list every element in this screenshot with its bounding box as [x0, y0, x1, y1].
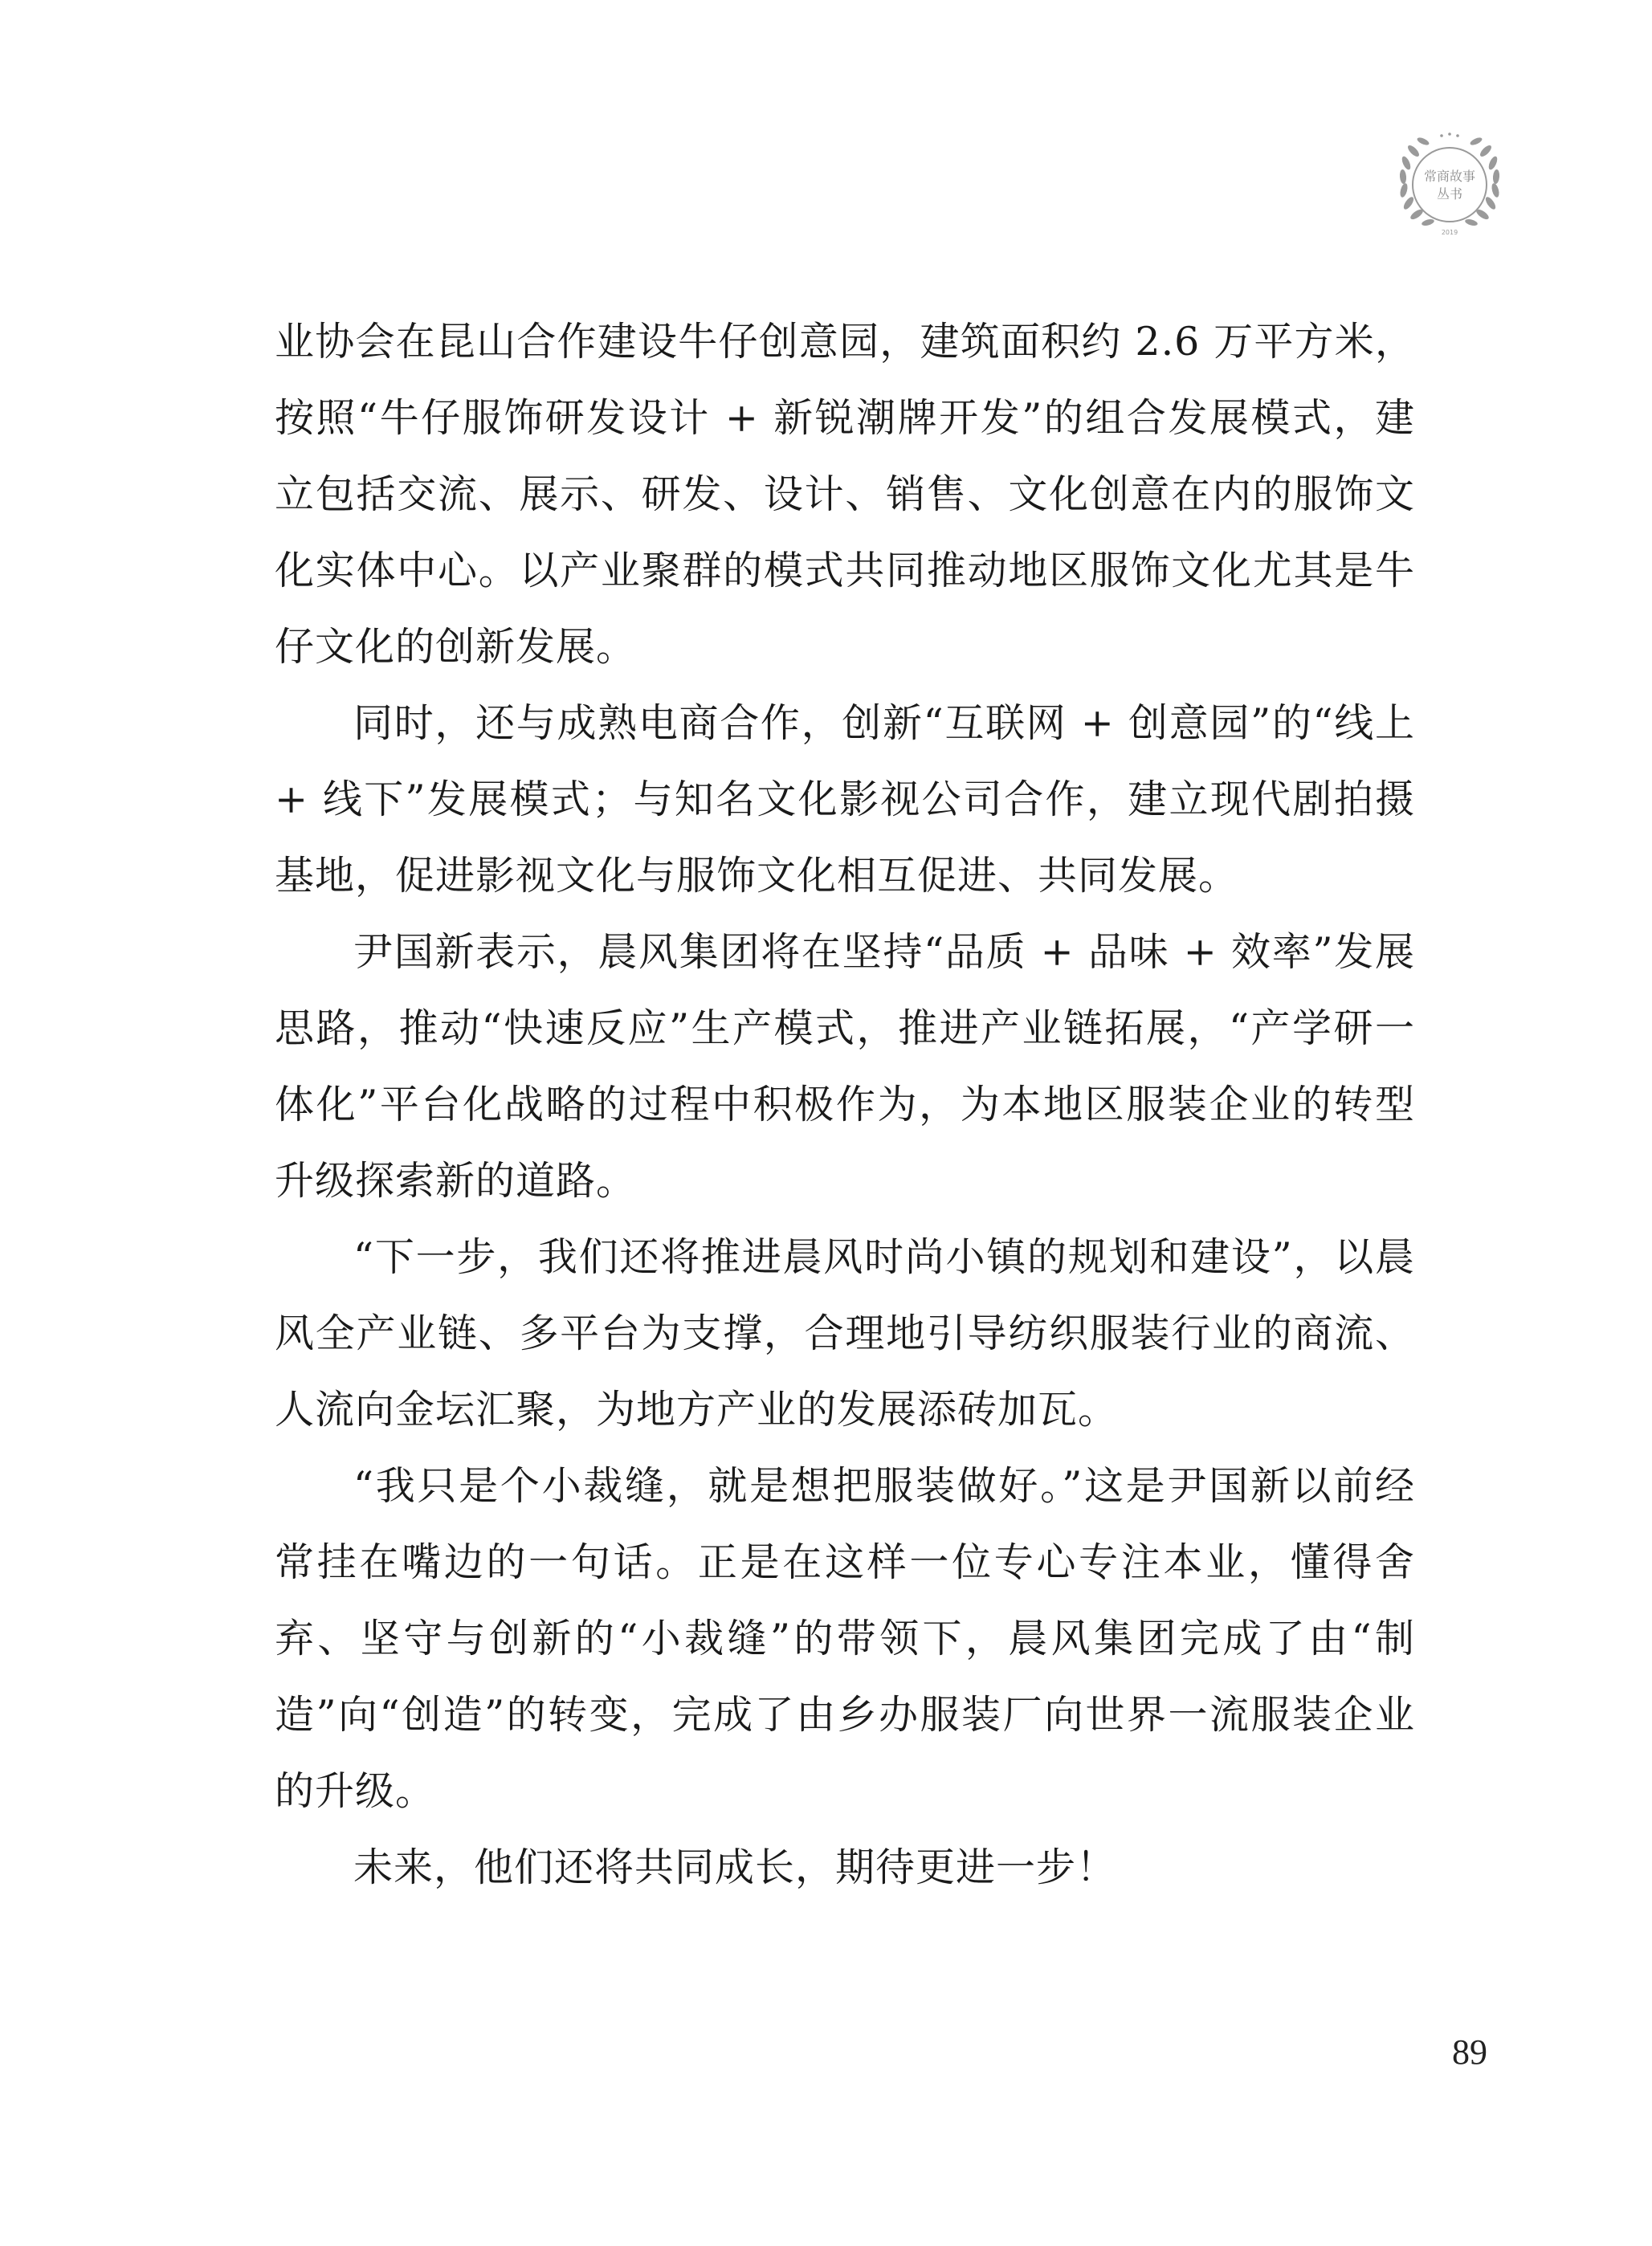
paragraph: “我只是个小裁缝，就是想把服装做好。”这是尹国新以前经常挂在嘴边的一句话。正是在这样一位专心专注本业，懂得舍弃、坚守与创新的“小裁缝”的带领下，晨风集团完成了由“制造”向“创造”的转变，完成了由乡办服装厂向世界一流服装企业的升级。: [275, 1463, 1415, 1814]
emblem-subtitle: 丛书: [1436, 186, 1463, 202]
paragraph: “下一步，我们还将推进晨风时尚小镇的规划和建设”，以晨风全产业链、多平台为支撑，合理地引导纺织服装行业的商流、人流向金坛汇聚，为地方产业的发展添砖加瓦。: [275, 1234, 1415, 1433]
emblem-year: 2019: [1441, 229, 1458, 236]
paragraph: 同时，还与成熟电商合作，创新“互联网 + 创意园”的“线上 + 线下”发展模式；与知名文化影视公司合作，建立现代剧拍摄基地，促进影视文化与服饰文化相互促进、共同发展。: [275, 700, 1415, 899]
page-number: 89: [1452, 2032, 1487, 2072]
paragraph: 未来，他们还将共同成长，期待更进一步！: [353, 1844, 1117, 1890]
paragraph: 尹国新表示，晨风集团将在坚持“品质 + 品味 + 效率”发展思路，推动“快速反应”生产模式，推进产业链拓展，“产学研一体化”平台化战略的过程中积极作为，为本地区服装企业的转型升级探索新的道路。: [275, 929, 1415, 1204]
emblem-title: 常商故事: [1423, 169, 1476, 184]
paragraph: 业协会在昆山合作建设牛仔创意园，建筑面积约 2.6 万平方米，按照“牛仔服饰研发设计 + 新锐潮牌开发”的组合发展模式，建立包括交流、展示、研发、设计、销售、文化创意在内的服饰文化实体中心。以产业聚群的模式共同推动地区服饰文化尤其是牛仔文化的创新发展。: [275, 319, 1415, 670]
laurel-wreath-icon: [1389, 124, 1510, 245]
book-series-emblem: [1389, 124, 1510, 245]
body-text: [275, 304, 1415, 1906]
